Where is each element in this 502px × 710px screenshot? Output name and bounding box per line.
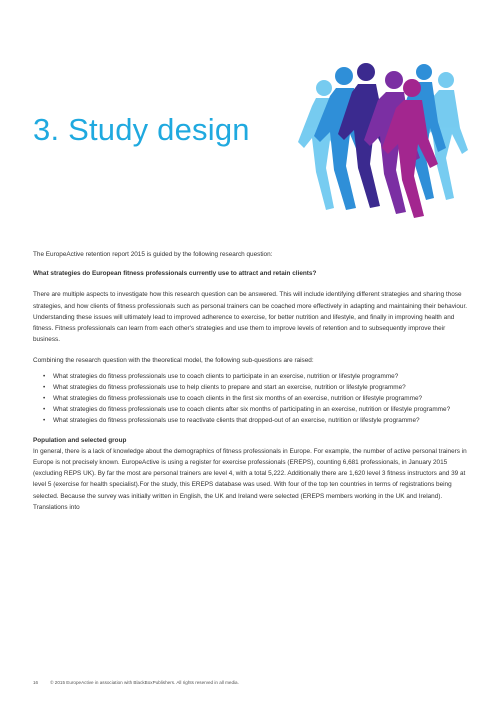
body-paragraph: In general, there is a lack of knowledge about the demographics of fitness professionals in Europe. For example, the number of active personal trainers in Europe is not precisely known. EuropeActive is using a register for exercise professionals (EREPS), counting 6,681 professionals, in January 2015 (excluding REPS UK). By far the most are personal trainers are level 4, with a total 5,222. Additionally there are 1,620 level 3 fitness instructors and 39 at level 5 (exercise for health specialist).For the study, this EREPS database was used. With four of the top ten countries in terms of registrations being selected. Because the survey was initially written in English, the UK and Ireland were selected (EREPS members working in the UK and Ireland). Translations into (33, 447, 467, 511)
section-heading: Population and selected group (33, 436, 127, 444)
copyright-text: © 2015 EuropeActive in association with BlackBoxPublishers. All rights reserved in all media. (50, 680, 239, 685)
page-number: 16 (33, 680, 39, 685)
research-question: What strategies do European fitness professionals currently use to attract and retain clients? (33, 270, 317, 278)
subquestions-intro: Combining the research question with the theoretical model, the following sub-questions are raised: (33, 357, 314, 365)
list-item: • What strategies do fitness professionals use to coach clients in the first six months of an exercise, nutrition or lifestyle programme? (33, 393, 473, 404)
list-item: • What strategies do fitness professionals use to help clients to prepare and start an exercise, nutrition or lifestyle programme? (33, 382, 473, 393)
runners-illustration (296, 58, 476, 218)
list-item: • What strategies do fitness professionals use to coach clients after six months of participating in an exercise, nutrition or lifestyle programme? (33, 404, 473, 415)
subquestions-list (33, 371, 473, 427)
list-item: • What strategies do fitness professionals use to reactivate clients that dropped-out of an exercise, nutrition or lifestyle programme? (33, 415, 473, 426)
main-content (33, 249, 473, 513)
list-item: • What strategies do fitness professionals use to coach clients to participate in an exercise, nutrition or lifestyle programme? (33, 371, 473, 382)
body-paragraph: There are multiple aspects to investigate how this research question can be answered. This will include identifying different strategies and sharing those strategies, and how clients of fitness professionals such as personal trainers can be coached more effectively in adapting and maintaining their behaviour. Understanding these issues will ultimately lead to improved adherence to exercise, for better nutrition and lifestyle, and finally in improving health and fitness. Fitness professionals can learn from each other's strategies and use them to improve levels of retention and to subsequently improve their business. (33, 291, 467, 344)
page-footer (33, 680, 239, 685)
intro-text: The EuropeActive retention report 2015 is guided by the following research question: (33, 251, 273, 258)
page-title: 3. Study design (33, 112, 250, 147)
